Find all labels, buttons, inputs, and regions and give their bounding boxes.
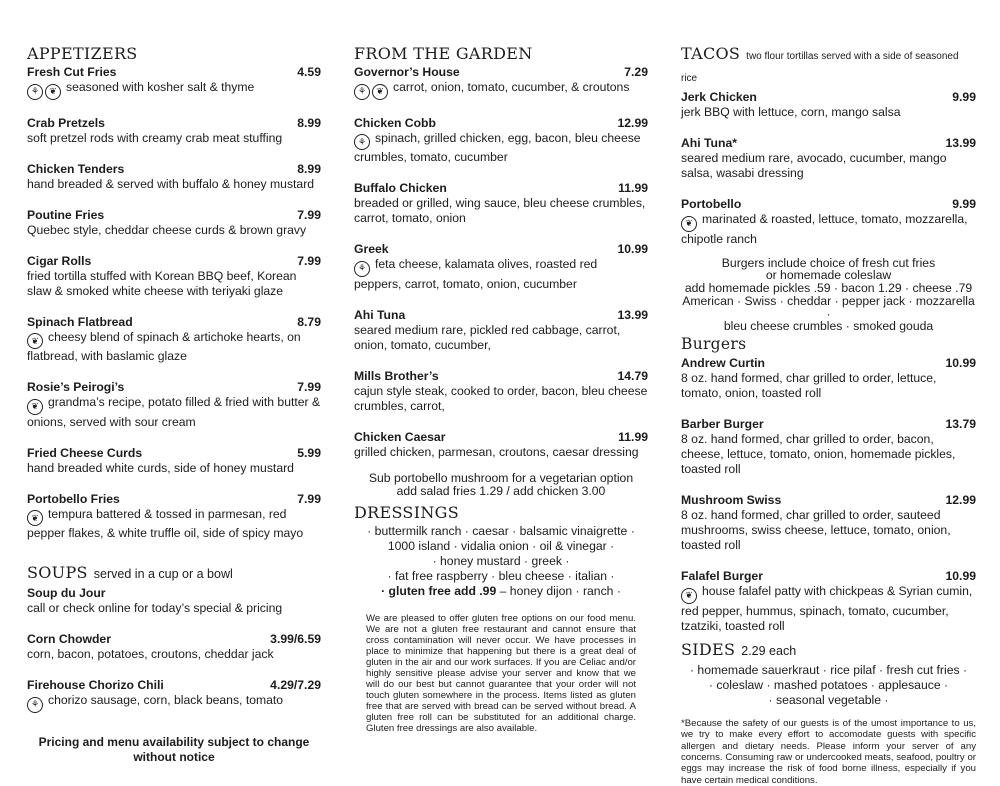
sub-note: Sub portobello mushroom for a vegetarian option add salad fries 1.29 / add chicken 3.00 xyxy=(368,470,634,498)
burger-info: Burgers include choice of fresh cut fries or homemade coleslaw add homemade pickles .59 · bacon 1.29 · cheese .79 American · Swiss · cheddar · pepper jack · mozzarella · bleu cheese crumbles · smoked gouda xyxy=(682,255,975,334)
item-desc: seasoned with kosher salt & thyme xyxy=(66,80,255,94)
vegetarian-icon: ❦ xyxy=(372,84,388,100)
item-price: 8.79 xyxy=(297,314,321,329)
menu-item xyxy=(354,181,648,226)
item-price: 7.99 xyxy=(297,380,321,394)
item-desc: soft pretzel rods with creamy crab meat stuffing xyxy=(27,130,283,145)
item-price: 7.99 xyxy=(297,491,321,506)
gluten-free-icon: ⚘ xyxy=(27,697,43,713)
menu-item xyxy=(27,380,321,430)
item-desc: fried tortilla stuffed with Korean BBQ beef, Korean slaw & smoked white cheese with teriyaki glaze xyxy=(27,268,297,298)
item-price: 11.99 xyxy=(618,429,648,444)
item-name: Portobello xyxy=(681,197,742,211)
soups-subtitle: served in a cup or a bowl xyxy=(93,567,233,581)
item-desc: carrot, onion, tomato, cucumber, & croutons xyxy=(393,80,630,94)
item-desc: marinated & roasted, lettuce, tomato, mozzarella, chipotle ranch xyxy=(681,212,968,246)
item-price: 11.99 xyxy=(618,181,648,195)
menu-item xyxy=(27,254,321,299)
item-price: 13.79 xyxy=(945,417,976,432)
menu-item xyxy=(27,632,321,662)
item-desc: corn, bacon, potatoes, croutons, cheddar jack xyxy=(27,647,274,661)
menu-item xyxy=(27,208,321,238)
gluten-free-disclaimer: We are pleased to offer gluten free options on our food menu. We are not a gluten free restaurant and cannot ensure that cross contamination will never occur. We have processes in place to minimize that happening but there is a great deal of gluten in the air and our work surfaces. If you are Celiac and/or highly sensitive please advise your server and know that we will do our best but cannot guarantee that your order will not touch gluten somewhere in the process. Items listed as gluten free that are served with bread can be served without bread. A gluten free roll can be substituted for an additional charge. Gluten free dressings are also available. xyxy=(366,612,636,735)
menu-item xyxy=(27,315,321,365)
item-desc: seared medium rare, avocado, cucumber, mango salsa, wasabi dressing xyxy=(681,151,947,180)
item-name: Spinach Flatbread xyxy=(27,314,133,329)
item-price: 4.29/7.29 xyxy=(270,678,321,692)
menu-item xyxy=(27,492,321,542)
menu-item xyxy=(354,308,648,353)
item-name: Poutine Fries xyxy=(27,207,105,222)
item-name: Rosie’s Peirogi’s xyxy=(27,380,125,394)
item-name: Barber Burger xyxy=(681,417,764,432)
menu-item xyxy=(681,90,976,120)
item-desc: 8 oz. hand formed, char grilled to order, lettuce, tomato, onion, toasted roll xyxy=(681,371,937,401)
item-price: 5.99 xyxy=(297,445,321,460)
vegetarian-icon: ❦ xyxy=(27,333,43,349)
item-price: 10.99 xyxy=(945,356,976,371)
item-desc: call or check online for today’s special & pricing xyxy=(27,601,283,615)
item-price: 7.99 xyxy=(297,253,321,268)
item-desc: chorizo sausage, corn, black beans, tomato xyxy=(48,693,284,707)
menu-item xyxy=(354,65,648,100)
item-name: Chicken Cobb xyxy=(354,115,436,130)
item-name: Andrew Curtin xyxy=(681,356,765,371)
item-name: Cigar Rolls xyxy=(27,253,92,268)
column-left xyxy=(27,44,321,765)
item-price: 12.99 xyxy=(945,493,976,508)
menu-item xyxy=(681,356,976,401)
item-price: 8.99 xyxy=(297,161,321,176)
item-name: Governor’s House xyxy=(354,65,460,79)
item-name: Mushroom Swiss xyxy=(681,493,782,508)
item-name: Buffalo Chicken xyxy=(354,181,447,195)
item-desc: house falafel patty with chickpeas & Syrian cumin, red pepper, hummus, spinach, tomato, cucumber, tzatziki, toasted roll xyxy=(681,584,973,633)
item-name: Chicken Tenders xyxy=(27,161,125,176)
sides-subtitle: 2.29 each xyxy=(741,643,797,658)
item-name: Jerk Chicken xyxy=(681,90,757,104)
item-desc: grilled chicken, parmesan, croutons, caesar dressing xyxy=(354,444,639,459)
menu-item xyxy=(681,136,976,181)
item-desc: seared medium rare, pickled red cabbage, carrot, onion, tomato, cucumber, xyxy=(354,322,621,352)
dressings-list: · buttermilk ranch · caesar · balsamic vinaigrette · 1000 island · vidalia onion · oil & vinegar · · honey mustard · greek · · fat free raspberry · bleu cheese · italian · · gluten free add .99 – honey dijon · ranch · xyxy=(367,523,635,598)
item-desc: tempura battered & tossed in parmesan, red pepper flakes, & white truffle oil, side of spicy mayo xyxy=(27,506,304,540)
vegetarian-icon: ❦ xyxy=(27,510,43,526)
item-name: Chicken Caesar xyxy=(354,429,446,444)
item-desc: grandma’s recipe, potato filled & fried with butter & onions, served with sour cream xyxy=(27,395,321,429)
menu-item xyxy=(27,65,321,100)
menu-item xyxy=(27,162,321,192)
item-name: Soup du Jour xyxy=(27,586,106,600)
menu-item xyxy=(681,569,976,634)
soups-heading: SOUPS served in a cup or a bowl xyxy=(27,563,233,582)
item-desc: Quebec style, cheddar cheese curds & brown gravy xyxy=(27,222,307,237)
item-name: Greek xyxy=(354,242,389,256)
menu-item xyxy=(354,430,648,460)
item-desc: cajun style steak, cooked to order, bacon, bleu cheese crumbles, carrot, xyxy=(354,383,648,413)
menu-item xyxy=(27,586,321,616)
food-safety-footnote: *Because the safety of our guests is of the umost importance to us, we try to make every effort to accomodate guests with specific allergen and dietary needs. Please inform your server of any concerns. Consuming raw or undercooked meats, seafood, poultry or eggs may increase the risk of food borne illness, especially if you have certain medical conditions. xyxy=(681,717,976,786)
garden-heading: FROM THE GARDEN xyxy=(354,44,533,63)
item-price: 10.99 xyxy=(617,242,648,256)
item-price: 7.99 xyxy=(297,207,321,222)
item-desc: breaded or grilled, wing sauce, bleu cheese crumbles, carrot, tomato, onion xyxy=(354,196,646,225)
item-desc: jerk BBQ with lettuce, corn, mango salsa xyxy=(681,105,901,119)
menu-item xyxy=(27,678,321,713)
column-right xyxy=(681,44,976,786)
appetizers-heading: APPETIZERS xyxy=(27,44,138,63)
item-price: 3.99/6.59 xyxy=(270,632,321,646)
item-desc: 8 oz. hand formed, char grilled to order, sauteed mushrooms, swiss cheese, lettuce, tomato, onion, toasted roll xyxy=(681,508,951,553)
item-desc: 8 oz. hand formed, char grilled to order, bacon, cheese, lettuce, tomato, onion, homemade pickles, toasted roll xyxy=(681,432,956,477)
item-desc: spinach, grilled chicken, egg, bacon, bleu cheese crumbles, tomato, cucumber xyxy=(354,130,641,164)
item-price: 13.99 xyxy=(617,307,648,322)
menu-item xyxy=(681,197,976,247)
menu-item xyxy=(681,493,976,553)
menu-item xyxy=(354,369,648,414)
item-desc: cheesy blend of spinach & artichoke hearts, on flatbread, with baslamic glaze xyxy=(27,329,301,363)
item-name: Firehouse Chorizo Chili xyxy=(27,678,164,692)
item-name: Corn Chowder xyxy=(27,632,111,646)
column-middle xyxy=(354,44,648,735)
item-name: Crab Pretzels xyxy=(27,115,105,130)
vegetarian-icon: ❦ xyxy=(681,216,697,232)
sides-list: · homemade sauerkraut · rice pilaf · fresh cut fries · · coleslaw · mashed potatoes · applesauce · · seasonal vegetable · xyxy=(689,662,968,707)
item-price: 8.99 xyxy=(297,115,321,130)
item-price: 4.59 xyxy=(297,65,321,79)
menu-item xyxy=(27,116,321,146)
item-name: Fried Cheese Curds xyxy=(27,445,143,460)
item-price: 12.99 xyxy=(617,115,648,130)
vegetarian-icon: ❦ xyxy=(27,399,43,415)
item-name: Fresh Cut Fries xyxy=(27,65,117,79)
gluten-free-icon: ⚘ xyxy=(354,84,370,100)
gluten-free-icon: ⚘ xyxy=(354,261,370,277)
item-price: 13.99 xyxy=(945,136,976,150)
item-price: 14.79 xyxy=(617,368,648,383)
item-desc: hand breaded white curds, side of honey mustard xyxy=(27,460,294,475)
tacos-heading: TACOS two flour tortillas served with a side of seasoned rice xyxy=(681,44,959,84)
menu-item xyxy=(354,242,648,292)
burgers-heading: Burgers xyxy=(681,335,747,354)
menu-item xyxy=(681,417,976,477)
item-name: Ahi Tuna xyxy=(354,307,406,322)
item-name: Falafel Burger xyxy=(681,569,763,584)
item-name: Portobello Fries xyxy=(27,491,120,506)
menu-item xyxy=(27,446,321,476)
gluten-free-icon: ⚘ xyxy=(27,84,43,100)
vegetarian-icon: ❦ xyxy=(45,84,61,100)
vegetarian-icon: ❦ xyxy=(681,588,697,604)
gluten-free-icon: ⚘ xyxy=(354,134,370,150)
item-price: 10.99 xyxy=(945,569,976,584)
sides-heading: SIDES 2.29 each xyxy=(681,639,797,659)
item-price: 9.99 xyxy=(952,90,976,104)
item-desc: hand breaded & served with buffalo & honey mustard xyxy=(27,176,315,191)
dressings-heading: DRESSINGS xyxy=(354,502,459,522)
item-name: Mills Brother’s xyxy=(354,368,439,383)
item-price: 7.29 xyxy=(624,65,648,79)
item-name: Ahi Tuna* xyxy=(681,136,737,150)
item-price: 9.99 xyxy=(952,197,976,211)
item-desc: feta cheese, kalamata olives, roasted red peppers, carrot, tomato, onion, cucumber xyxy=(354,257,598,291)
menu-item xyxy=(354,116,648,166)
tacos-subtitle: two flour tortillas served with a side of seasoned rice xyxy=(681,51,959,84)
pricing-note: Pricing and menu availability subject to change without notice xyxy=(38,734,310,764)
